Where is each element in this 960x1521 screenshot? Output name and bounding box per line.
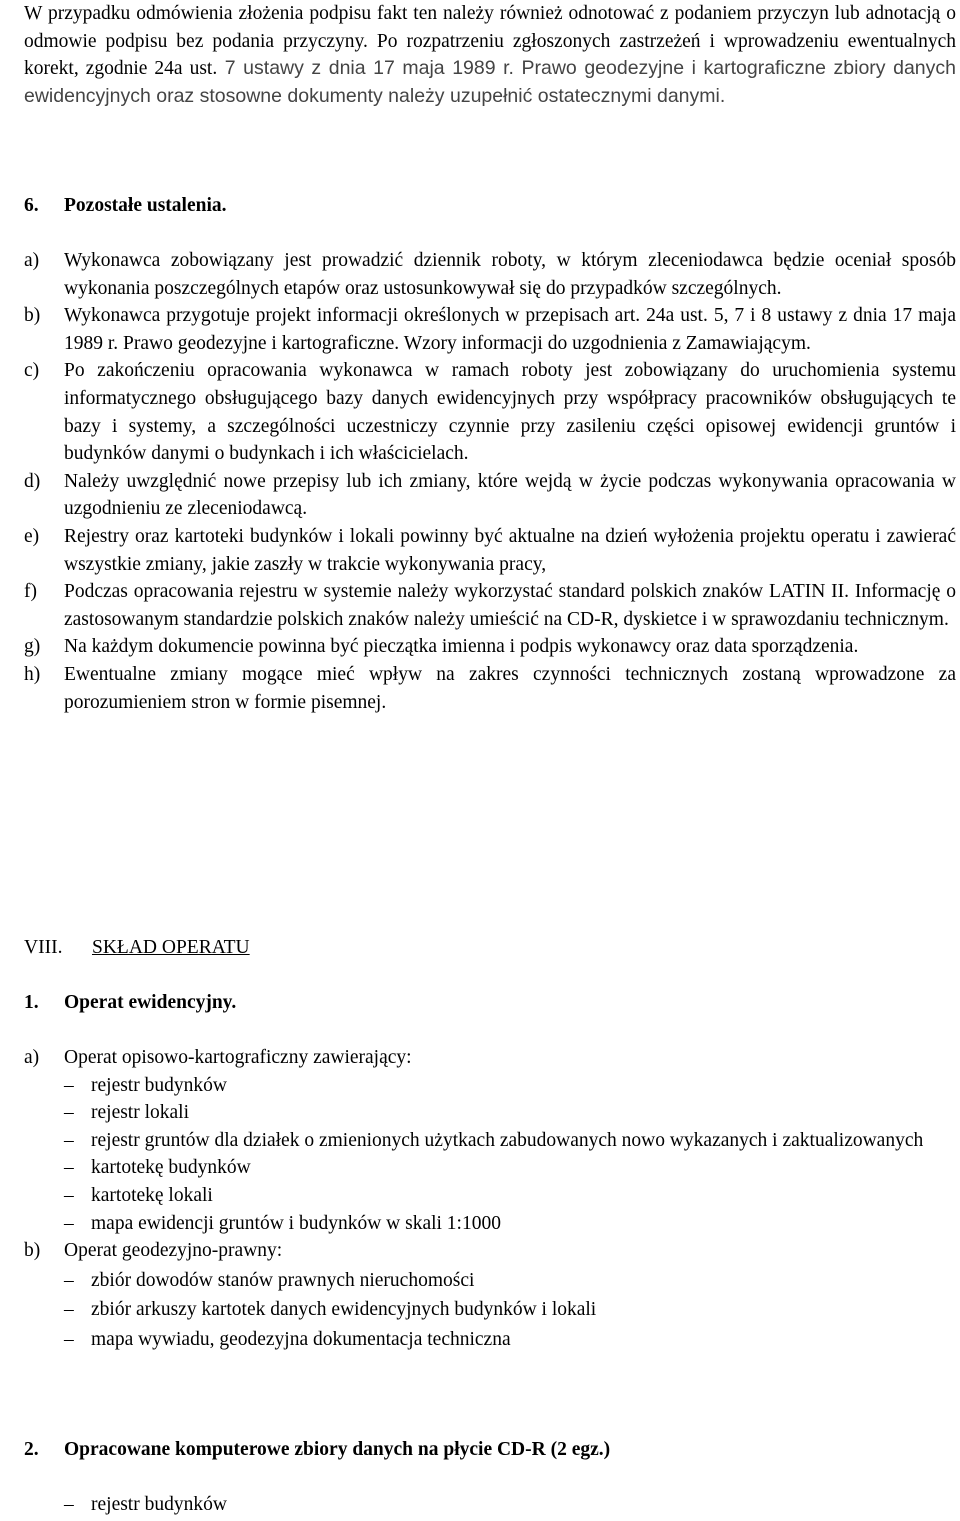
subsection-2-title: Opracowane komputerowe zbiory danych na płycie CD-R (2 egz.) [64, 1439, 611, 1460]
list-item [24, 1296, 956, 1324]
list-item-text: Należy uwzględnić nowe przepisy lub ich zmiany, które wejdą w życie podczas wykonywania opracowania w uzgodnieniu ze zleceniodawcą. [64, 470, 956, 520]
list-item-text: mapa ewidencji gruntów i budynków w skali 1:1000 [91, 1212, 501, 1234]
dash-marker: – [64, 1129, 74, 1151]
subsection-2-number: 2. [24, 1439, 39, 1460]
list-item-text: Podczas opracowania rejestru w systemie należy wykorzystać standard polskich znaków LATIN II. Informację o zastosowanym standardzie polskich znaków należy umieścić na CD-R, dyskietce i w sprawozdaniu technicznym. [64, 581, 956, 630]
dash-marker: – [64, 1494, 74, 1515]
list-item [24, 1210, 956, 1238]
list-marker: f) [24, 581, 37, 603]
chapter-title: SKŁAD OPERATU [92, 937, 250, 958]
subsection-1-title: Operat ewidencyjny. [64, 992, 237, 1013]
intro-text-part1: W przypadku odmówienia złożenia podpisu fakt ten należy również odnotować z podaniem przyczyn lub adnotacją o odmowie podpisu bez podania przyczyny. Po rozpatrzeniu zgłoszonych zastrzeżeń i wprowadzeniu ewentualnych korekt, zgodnie 24a ust. [24, 3, 956, 80]
list-item [24, 1099, 956, 1127]
list-item-text: Ewentualne zmiany mogące mieć wpływ na zakres czynności technicznych zostaną wprowadzone za porozumieniem stron w formie pisemnej. [64, 663, 956, 713]
list-item-d [24, 468, 956, 523]
list-item [24, 1072, 956, 1100]
list-item-b [24, 302, 956, 357]
list-item-text: Operat opisowo-kartograficzny zawierający: [64, 1047, 412, 1068]
list-item-text: zbiór dowodów stanów prawnych nieruchomości [91, 1269, 475, 1291]
list-item-text: Na każdym dokumencie powinna być pieczątka imienna i podpis wykonawcy oraz data sporządzenia. [64, 636, 859, 658]
dash-marker: – [64, 1269, 74, 1291]
list-item-a [24, 247, 956, 302]
list-marker: a) [24, 250, 40, 271]
list-item-e [24, 523, 956, 578]
list-marker: a) [24, 1047, 40, 1068]
list-item-text: Wykonawca zobowiązany jest prowadzić dziennik roboty, w którym zleceniodawca będzie oceniał sposób wykonania poszczególnych etapów oraz ustosunkowywał się do przypadków szczególnych. [64, 250, 956, 299]
list-item [24, 1127, 956, 1155]
list-marker: b) [24, 305, 41, 327]
list-item-a-heading [24, 1044, 956, 1072]
dash-marker: – [64, 1157, 74, 1179]
list-marker: g) [24, 636, 41, 658]
dash-marker: – [64, 1299, 74, 1321]
list-marker: d) [24, 470, 41, 492]
list-marker: e) [24, 525, 40, 547]
intro-text-part2: 7 ustawy z dnia 17 maja 1989 r. Prawo geodezyjne i kartograficzne zbiory danych ewidencyjnych oraz stosowne dokumenty należy uzupełnić ostatecznymi danymi. [24, 57, 956, 107]
list-marker: b) [24, 1240, 41, 1262]
section-6-number: 6. [24, 195, 39, 216]
chapter-number: VIII. [24, 937, 63, 958]
list-item-text: Po zakończeniu opracowania wykonawca w ramach roboty jest zobowiązany do uruchomienia systemu informatycznego obsługującego bazy danych ewidencyjnych przy współpracy pracowników obsługujących te bazy i systemy, a szczególności uczestniczy czynnie przy zasileniu części opisowej ewidencji gruntów i budynków danymi o budynkach i ich właścicielach. [64, 360, 956, 465]
list-item-f [24, 578, 956, 633]
dash-marker: – [64, 1074, 74, 1096]
dash-marker: – [64, 1184, 74, 1206]
subsection-1-number: 1. [24, 992, 39, 1013]
list-item-text: Operat geodezyjno-prawny: [64, 1240, 283, 1262]
list-item-text: rejestr budynków [91, 1494, 227, 1515]
dash-marker: – [64, 1212, 74, 1234]
list-marker: c) [24, 360, 40, 382]
list-item-h [24, 661, 956, 716]
list-item [24, 1326, 956, 1354]
list-item [24, 1491, 227, 1519]
list-item-text: zbiór arkuszy kartotek danych ewidencyjnych budynków i lokali [91, 1299, 597, 1321]
list-item-text: mapa wywiadu, geodezyjna dokumentacja techniczna [91, 1328, 511, 1350]
list-item-text: kartotekę budynków [91, 1157, 251, 1179]
list-item [24, 1267, 956, 1295]
list-item-text: Rejestry oraz kartoteki budynków i lokali powinny być aktualne na dzień wyłożenia projektu operatu i zawierać wszystkie zmiany, jakie zaszły w trakcie wykonywania pracy, [64, 525, 956, 575]
list-item-c [24, 357, 956, 467]
subsection-1-content [24, 1044, 956, 1354]
section-6-list [24, 247, 956, 716]
list-item-text: rejestr gruntów dla działek o zmienionych użytkach zabudowanych nowo wykazanych i zaktualizowanych [91, 1129, 924, 1151]
list-item-text: rejestr lokali [91, 1102, 190, 1124]
subsection-2-heading [24, 1436, 610, 1464]
list-item-text: kartotekę lokali [91, 1184, 213, 1206]
list-item-b-heading [24, 1237, 956, 1265]
list-item-text: rejestr budynków [91, 1074, 227, 1096]
list-item-g [24, 633, 956, 661]
section-6-title: Pozostałe ustalenia. [64, 195, 227, 216]
dash-marker: – [64, 1328, 74, 1350]
subsection-1-heading [24, 989, 236, 1017]
section-6-heading [24, 192, 226, 220]
intro-paragraph [24, 0, 956, 110]
list-item [24, 1154, 956, 1182]
chapter-heading [24, 934, 250, 962]
list-item-text: Wykonawca przygotuje projekt informacji określonych w przepisach art. 24a ust. 5, 7 i 8 ustawy z dnia 17 maja 1989 r. Prawo geodezyjne i kartograficzne. Wzory informacji do uzgodnienia z Zamawiającym. [64, 305, 956, 354]
list-marker: h) [24, 663, 41, 685]
list-item [24, 1182, 956, 1210]
dash-marker: – [64, 1102, 74, 1124]
